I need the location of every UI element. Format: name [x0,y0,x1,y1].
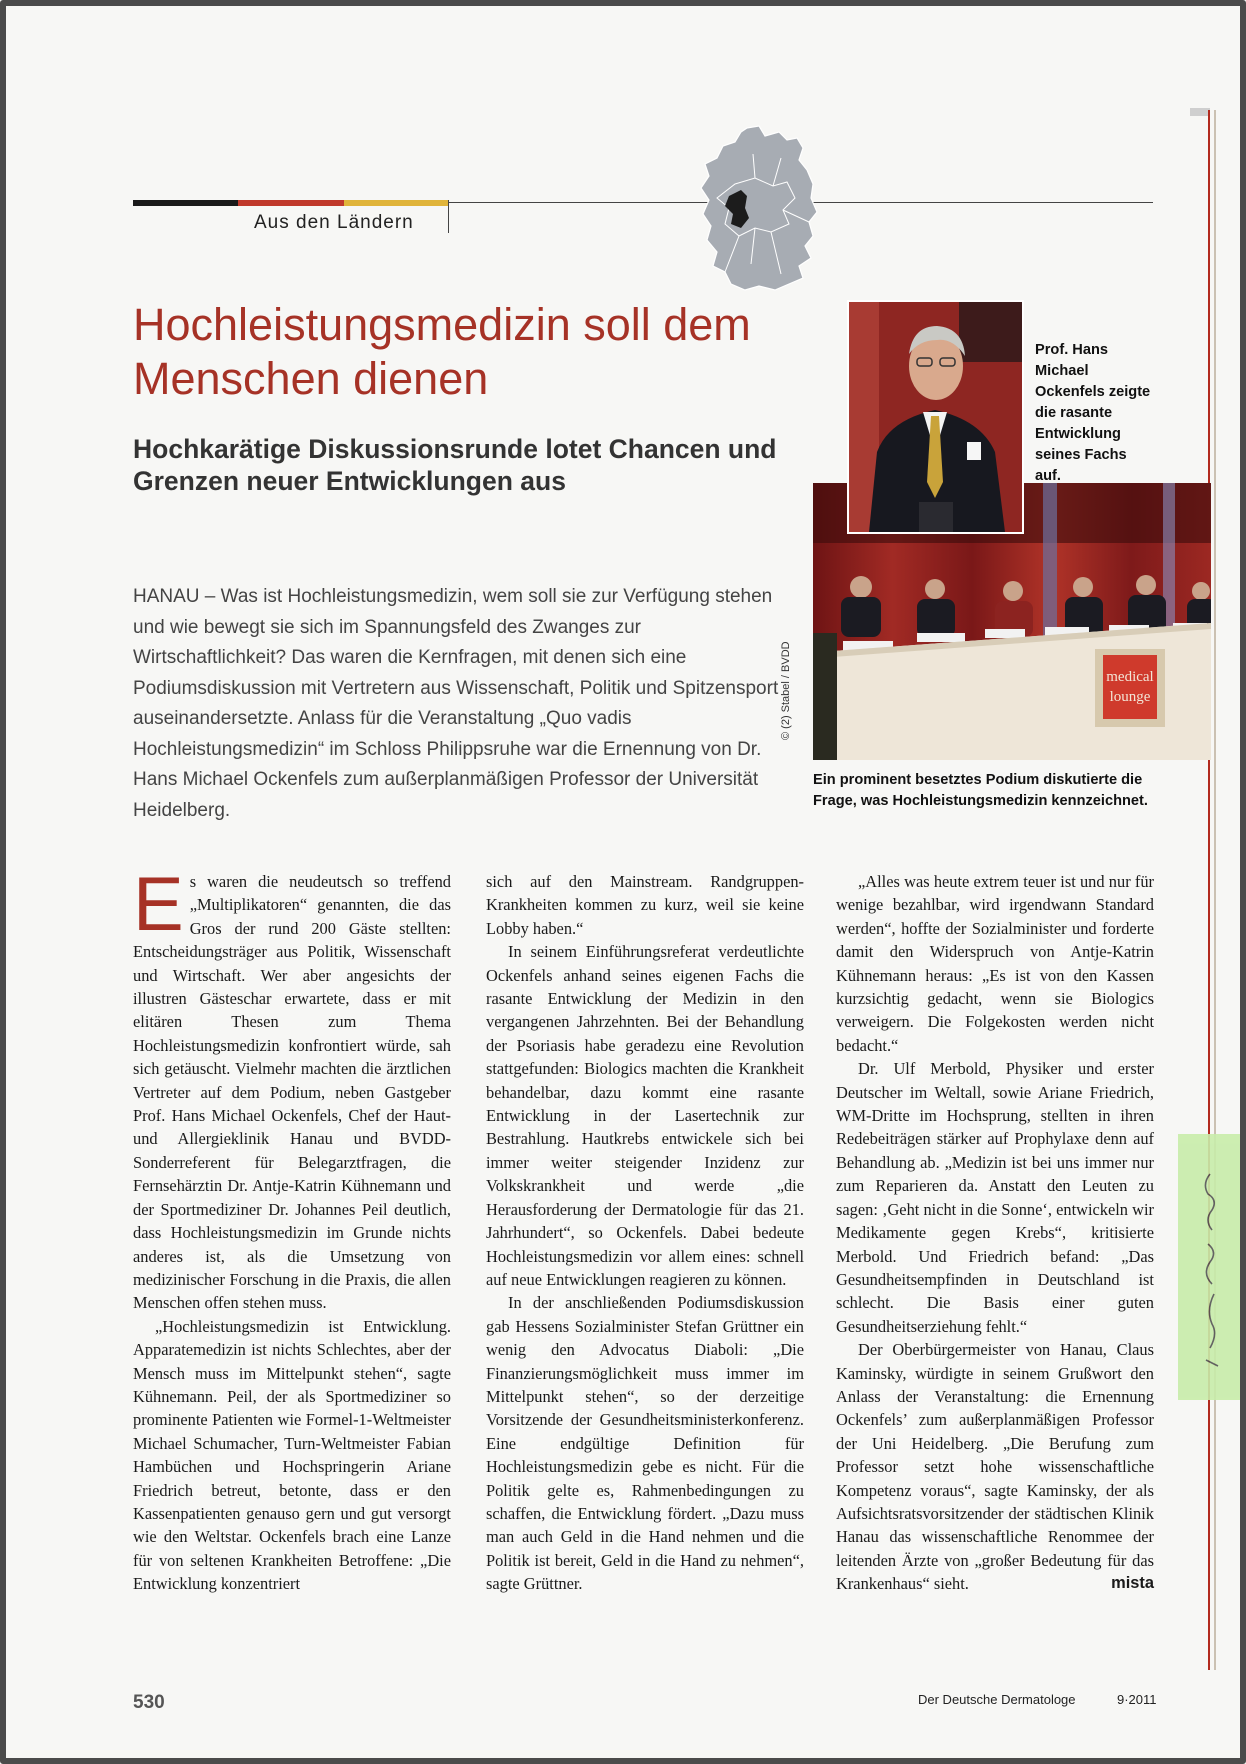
handwriting-scribble [1178,1134,1244,1400]
paragraph [836,1338,1154,1595]
podium-caption: Ein prominent besetztes Podium diskutierte die Frage, was Hochleistungsmedizin kennzeichnet. [813,772,1148,809]
body-column-1 [133,862,451,1596]
flag-black [133,200,238,206]
right-edge-shadow [1214,110,1216,1670]
paragraph: Dr. Ulf Merbold, Physiker und erster Deutscher im Weltall, sowie Ariane Friedrich, WM-Dritte im Hochsprung, stellten in ihren Redebeiträgen stärker auf Prophylaxe denn auf Behandlung ab. „Medizin ist bei uns immer nur zum Reparieren da. Anstatt den Leuten zu sagen: ‚Geht nicht in die Sonne‘, entwickeln wir Medikamente gegen Krebs“, kritisierte Merbold. Und Friedrich befand: „Das Gesundheitsempfinden in Deutschland ist schlecht. Die Basis einer guten Gesundheitserziehung fehlt.“ [836,1059,1154,1336]
paragraph: s waren die neudeutsch so treffend „Multiplikatoren“ genannten, die das Gros der rund 200 Gäste stellten: Entscheidungsträger aus Politik, Wissenschaft und Wirtschaft. Wer aber angesichts der illustren Gästeschar erwartete, dass er mit elitären Thesen zum Thema Hochleistungsmedizin konfrontiert würde, sah sich getäuscht. Vielmehr machten die ärztlichen Vertreter auf dem Podium, neben Gastgeber Prof. Hans Michael Ockenfels, Chef der Haut- und Allergieklinik Hanau und BVDD-Sonderreferent für Belegarztfragen, die Fernsehärztin Dr. Antje-Katrin Kühnemann und der Sportmediziner Dr. Johannes Peil deutlich, dass Hochleistungsmedizin im Grunde nichts anderes ist, als die Umsetzung von medizinischer Forschung in die Praxis, die allen Menschen offen stehen muss. [133,872,451,1313]
flag-stripe [133,200,449,206]
paragraph-text: Der Oberbürgermeister von Hanau, Claus Kaminsky, würdigte in seinem Grußwort den Anlass der Veranstaltung: die Ernennung Ockenfels’ zum außerplanmäßigen Professor der Uni Heidelberg. „Die Berufung zum Professor setzt hohe wissenschaftliche Kompetenz voraus“, sagte Kaminsky, der als Aufsichtsratsvorsitzender der städtischen Klinik Hanau das wissenschaftliche Renommee der leitenden Ärzte von „großer Bedeutung für das Krankenhaus“ sieht. [836,1340,1154,1594]
article-headline: Hochleistungsmedizin soll dem Menschen dienen [133,299,751,404]
flag-gold [344,200,449,206]
banner-line1: medical [1106,669,1154,685]
drop-cap: E [133,862,184,947]
photo-credit: © (2) Stabel / BVDD [780,641,792,740]
banner-line2: lounge [1109,689,1151,705]
paragraph: „Alles was heute extrem teuer ist und nur für wenige bezahlbar, wird irgendwann Standard werden“, hoffte der Sozialminister und forderte damit den Widerspruch von Antje-Katrin Kühnemann heraus: „Es ist von den Kassen kurzsichtig gedacht, wenn sie Biologics verweigern. Die Folgekosten werden nicht bedacht.“ [836,872,1154,1055]
right-edge-line [1208,110,1210,1670]
article-intro: HANAU – Was ist Hochleistungsmedizin, wem soll sie zur Verfügung stehen und wie bewegt sie sich im Spannungsfeld des Zwanges zur Wirtschaftlichkeit? Das waren die Kernfragen, mit denen sich eine Podiumsdiskussion mit Vertretern aus Wissenschaft, Politik und Spitzensport auseinandersetzte. Anlass für die Veranstaltung „Quo vadis Hochleistungsmedizin“ im Schloss Philippsruhe war die Ernennung von Dr. Hans Michael Ockenfels zum außerplanmäßigen Professor der Universität Heidelberg. [133,586,779,821]
portrait-caption: Prof. Hans Michael Ockenfels zeigte die rasante Entwicklung seines Fachs auf. [1035,342,1151,484]
body-column-2 [486,870,804,1596]
issue-number: 9·2011 [1117,1692,1157,1707]
page-number: 530 [133,1692,165,1713]
article-subheadline: Hochkarätige Diskussionsrunde lotet Chancen und Grenzen neuer Entwicklungen aus [133,434,777,496]
header-tick [448,200,449,233]
author-signature: mista [1111,1574,1154,1593]
paragraph: In der anschließenden Podiumsdiskussion gab Hessens Sozialminister Stefan Grüttner ein wenig den Advocatus Diaboli: „Die Finanzierungsmöglichkeit muss immer im Mittelpunkt stehen“, so der derzeitige Vorsitzende der Gesundheitsministerkonferenz. Eine endgültige Definition für Hochleistungsmedizin gebe es nicht. Für die Politik gelte es, Rahmenbedingungen zu schaffen, die Entwicklung fördert. „Dazu muss man auch Geld in die Hand nehmen und die Politik ist bereit, Geld in die Hand zu nehmen“, sagte Grüttner. [486,1293,804,1594]
section-label: Aus den Ländern [254,212,414,233]
paragraph: „Hochleistungsmedizin ist Entwicklung. Apparatemedizin ist nichts Schlechtes, aber der Mensch muss im Mittelpunkt stehen“, sagte Kühnemann. Peil, der als Sportmediziner so prominente Patienten wie Formel-1-Weltmeister Michael Schumacher, Turn-Weltmeister Fabian Hambüchen und Hochspringerin Ariane Friedrich betreut, betonte, dass er den Kassenpatienten genauso gern und gut versorgt wie den Weltstar. Ockenfels brach eine Lanze für von seltenen Krankheiten Betroffene: „Die Entwicklung konzentriert [133,1316,451,1594]
paragraph: In seinem Einführungsreferat verdeutlichte Ockenfels anhand seines eigenen Fachs die rasante Entwicklung der Medizin in den vergangenen Jahrzehnten. Bei der Behandlung der Psoriasis habe geradezu eine Revolution stattgefunden: Biologics machten die Krankheit behandelbar, dazu kommt eine rasante Entwicklung in der Lasertechnik zur Bestrahlung. Hautkrebs entwickele sich bei immer weiter steigender Inzidenz zur Volkskrankheit und werde „die Herausforderung der Dermatologie für das 21. Jahrhundert“, so Ockenfels. Dabei bedeute Hochleistungsmedizin vor allem eines: schnell auf neue Entwicklungen reagieren zu können. [486,942,804,1289]
flag-red [238,200,343,206]
body-column-3 [836,870,1154,1596]
portrait-photo [847,300,1024,534]
paragraph: sich auf den Mainstream. Randgruppen-Krankheiten kommen zu kurz, weil sie keine Lobby haben.“ [486,872,804,938]
portrait-photo-art [849,302,1022,532]
sticky-note [1178,1134,1244,1400]
journal-name: Der Deutsche Dermatologe [918,1692,1076,1707]
page-edge-strip [1190,108,1210,116]
germany-map-icon [695,124,825,294]
